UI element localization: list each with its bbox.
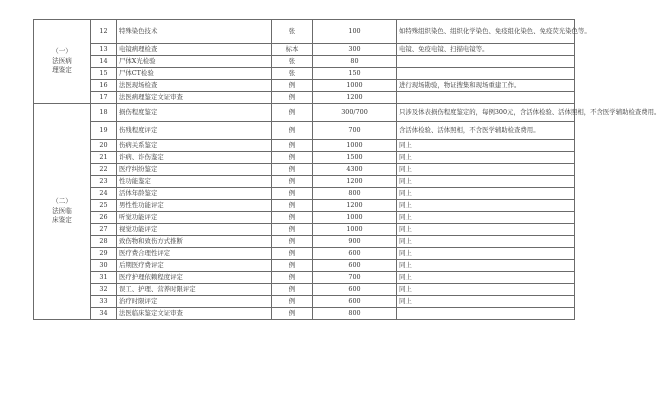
item-name: 法医临床鉴定文证审查 bbox=[117, 308, 272, 320]
item-price: 1500 bbox=[313, 152, 397, 164]
item-unit: 例 bbox=[272, 260, 313, 272]
item-unit: 例 bbox=[272, 188, 313, 200]
item-number: 29 bbox=[91, 248, 117, 260]
table-row bbox=[34, 20, 575, 44]
item-note: 同上 bbox=[397, 284, 575, 296]
table-row bbox=[34, 164, 575, 176]
table-row bbox=[34, 284, 575, 296]
item-unit: 张 bbox=[272, 68, 313, 80]
item-note: 同上 bbox=[397, 140, 575, 152]
item-note: 同上 bbox=[397, 188, 575, 200]
table-row bbox=[34, 56, 575, 68]
item-unit: 例 bbox=[272, 140, 313, 152]
item-price: 800 bbox=[313, 188, 397, 200]
item-number: 22 bbox=[91, 164, 117, 176]
item-unit: 例 bbox=[272, 122, 313, 140]
item-note: 同上 bbox=[397, 236, 575, 248]
item-price: 1000 bbox=[313, 80, 397, 92]
item-name: 致伤物和致伤方式推断 bbox=[117, 236, 272, 248]
item-unit: 例 bbox=[272, 224, 313, 236]
item-unit: 例 bbox=[272, 236, 313, 248]
item-note: 同上 bbox=[397, 152, 575, 164]
item-number: 32 bbox=[91, 284, 117, 296]
item-note: 只涉及体表损伤程度鉴定的，每例300元，含活体检验、活体照相，不含医学辅助检查费用。 bbox=[397, 104, 575, 122]
section-label-pathology bbox=[34, 20, 91, 104]
table-row bbox=[34, 176, 575, 188]
item-number: 24 bbox=[91, 188, 117, 200]
item-note: 进行现场勘验，物证搜集和现场重建工作。 bbox=[397, 80, 575, 92]
section-label-line: 法医临 bbox=[52, 206, 72, 215]
item-number: 25 bbox=[91, 200, 117, 212]
item-note: 同上 bbox=[397, 200, 575, 212]
item-number: 18 bbox=[91, 104, 117, 122]
item-note bbox=[397, 56, 575, 68]
item-name: 医疗护理依赖程度评定 bbox=[117, 272, 272, 284]
table-row bbox=[34, 272, 575, 284]
item-price: 1200 bbox=[313, 176, 397, 188]
item-name: 伤残程度评定 bbox=[117, 122, 272, 140]
item-unit: 张 bbox=[272, 56, 313, 68]
item-number: 28 bbox=[91, 236, 117, 248]
table-row bbox=[34, 140, 575, 152]
item-note: 同上 bbox=[397, 260, 575, 272]
item-name: 性功能鉴定 bbox=[117, 176, 272, 188]
table-row bbox=[34, 224, 575, 236]
item-note bbox=[397, 68, 575, 80]
item-name: 误工、护理、营养时限评定 bbox=[117, 284, 272, 296]
item-name: 医疗费合理性评定 bbox=[117, 248, 272, 260]
item-number: 34 bbox=[91, 308, 117, 320]
section-label-line: 理鉴定 bbox=[52, 66, 72, 75]
table-row bbox=[34, 200, 575, 212]
item-unit: 标本 bbox=[272, 44, 313, 56]
item-number: 30 bbox=[91, 260, 117, 272]
item-name: 电镜病理检查 bbox=[117, 44, 272, 56]
item-price: 100 bbox=[313, 20, 397, 44]
item-price: 900 bbox=[313, 236, 397, 248]
table-row bbox=[34, 212, 575, 224]
table-row bbox=[34, 188, 575, 200]
table-row bbox=[34, 236, 575, 248]
item-unit: 例 bbox=[272, 164, 313, 176]
item-note: 同上 bbox=[397, 296, 575, 308]
table-row bbox=[34, 104, 575, 122]
table-row bbox=[34, 122, 575, 140]
item-number: 26 bbox=[91, 212, 117, 224]
item-name: 视觉功能评定 bbox=[117, 224, 272, 236]
item-price: 700 bbox=[313, 272, 397, 284]
item-name: 尸体X光检验 bbox=[117, 56, 272, 68]
item-name: 尸体CT检验 bbox=[117, 68, 272, 80]
item-price: 1000 bbox=[313, 212, 397, 224]
item-number: 27 bbox=[91, 224, 117, 236]
item-price: 800 bbox=[313, 308, 397, 320]
item-price: 600 bbox=[313, 284, 397, 296]
item-note: 同上 bbox=[397, 272, 575, 284]
section-label-line: （一） bbox=[52, 47, 72, 56]
item-unit: 例 bbox=[272, 248, 313, 260]
item-price: 1200 bbox=[313, 92, 397, 104]
item-note bbox=[397, 308, 575, 320]
item-unit: 例 bbox=[272, 152, 313, 164]
item-name: 法医病理鉴定文证审查 bbox=[117, 92, 272, 104]
item-price: 1000 bbox=[313, 224, 397, 236]
item-name: 损伤程度鉴定 bbox=[117, 104, 272, 122]
item-price: 700 bbox=[313, 122, 397, 140]
item-number: 15 bbox=[91, 68, 117, 80]
fee-table bbox=[33, 19, 660, 320]
item-name: 法医现场检查 bbox=[117, 80, 272, 92]
item-note: 电镜、免疫电镜、扫描电镜等。 bbox=[397, 44, 575, 56]
item-unit: 例 bbox=[272, 212, 313, 224]
item-price: 300/700 bbox=[313, 104, 397, 122]
table-row bbox=[34, 296, 575, 308]
item-number: 31 bbox=[91, 272, 117, 284]
table-row bbox=[34, 68, 575, 80]
item-price: 1000 bbox=[313, 140, 397, 152]
item-name: 听觉功能评定 bbox=[117, 212, 272, 224]
section-label-line: 床鉴定 bbox=[52, 216, 72, 225]
item-number: 13 bbox=[91, 44, 117, 56]
table-row bbox=[34, 152, 575, 164]
item-note bbox=[397, 92, 575, 104]
table-row bbox=[34, 308, 575, 320]
item-unit: 例 bbox=[272, 176, 313, 188]
section-label-line: （二） bbox=[52, 197, 72, 206]
table-row bbox=[34, 92, 575, 104]
item-number: 12 bbox=[91, 20, 117, 44]
item-note: 同上 bbox=[397, 248, 575, 260]
item-note: 同上 bbox=[397, 164, 575, 176]
item-price: 4300 bbox=[313, 164, 397, 176]
item-unit: 例 bbox=[272, 104, 313, 122]
item-note: 同上 bbox=[397, 224, 575, 236]
item-note: 同上 bbox=[397, 176, 575, 188]
item-unit: 张 bbox=[272, 20, 313, 44]
table-row bbox=[34, 260, 575, 272]
item-number: 19 bbox=[91, 122, 117, 140]
item-price: 600 bbox=[313, 248, 397, 260]
section-label-clinical bbox=[34, 104, 91, 320]
item-name: 医疗纠纷鉴定 bbox=[117, 164, 272, 176]
item-name: 伤病关系鉴定 bbox=[117, 140, 272, 152]
item-number: 17 bbox=[91, 92, 117, 104]
item-number: 20 bbox=[91, 140, 117, 152]
item-unit: 例 bbox=[272, 272, 313, 284]
item-note: 同上 bbox=[397, 212, 575, 224]
section-label-line: 法医病 bbox=[52, 56, 72, 65]
table-row bbox=[34, 80, 575, 92]
item-unit: 例 bbox=[272, 200, 313, 212]
item-name: 男性性功能评定 bbox=[117, 200, 272, 212]
item-price: 600 bbox=[313, 296, 397, 308]
item-name: 诈病、诈伤鉴定 bbox=[117, 152, 272, 164]
item-number: 23 bbox=[91, 176, 117, 188]
item-price: 300 bbox=[313, 44, 397, 56]
table-row bbox=[34, 248, 575, 260]
table-row bbox=[34, 44, 575, 56]
fee-table-body bbox=[34, 20, 660, 320]
item-price: 1200 bbox=[313, 200, 397, 212]
item-unit: 例 bbox=[272, 296, 313, 308]
item-name: 治疗时限评定 bbox=[117, 296, 272, 308]
item-price: 150 bbox=[313, 68, 397, 80]
item-name: 活体年龄鉴定 bbox=[117, 188, 272, 200]
item-name: 特殊染色技术 bbox=[117, 20, 272, 44]
item-unit: 例 bbox=[272, 308, 313, 320]
item-number: 21 bbox=[91, 152, 117, 164]
item-unit: 例 bbox=[272, 284, 313, 296]
item-price: 600 bbox=[313, 260, 397, 272]
item-unit: 例 bbox=[272, 92, 313, 104]
item-number: 14 bbox=[91, 56, 117, 68]
item-price: 80 bbox=[313, 56, 397, 68]
item-number: 16 bbox=[91, 80, 117, 92]
item-note: 含活体检验、活体照相，不含医学辅助检查费用。 bbox=[397, 122, 575, 140]
item-note: 如特殊组织染色、组织化学染色、免疫组化染色、免疫荧光染色等。 bbox=[397, 20, 575, 44]
item-number: 33 bbox=[91, 296, 117, 308]
item-unit: 例 bbox=[272, 80, 313, 92]
item-name: 后期医疗费评定 bbox=[117, 260, 272, 272]
